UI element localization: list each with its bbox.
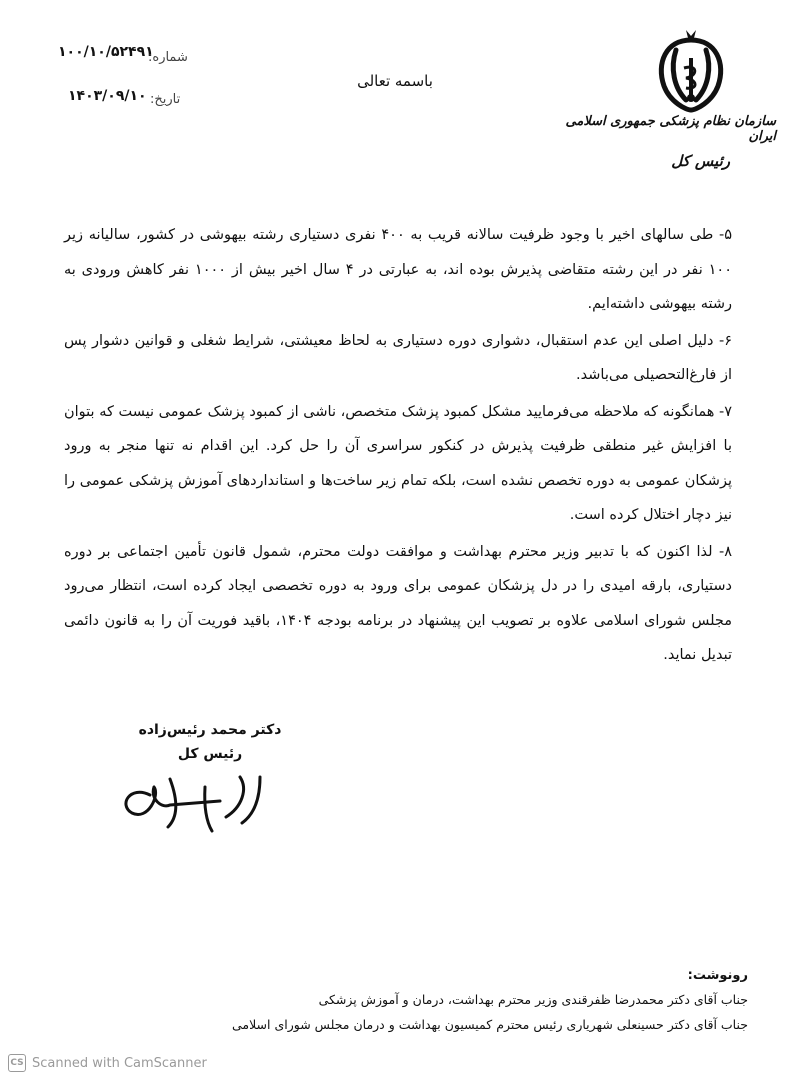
cc-line: جناب آقای دکتر محمدرضا ظفرقندی وزیر محترم بهداشت، درمان و آموزش پزشکی — [318, 992, 748, 1007]
letter-date: ۱۴۰۳/۰۹/۱۰ — [68, 88, 147, 104]
camscanner-watermark — [8, 1054, 207, 1072]
letter-number-label: شماره: — [148, 50, 188, 65]
paragraph-6: ۶- دلیل اصلی این عدم استقبال، دشواری دوره دستیاری به لحاظ معیشتی، شرایط شغلی و قوانین دشوار پس از فارغ‌التحصیلی می‌باشد. — [64, 332, 732, 383]
watermark-text: Scanned with CamScanner — [32, 1055, 207, 1071]
letter-number: ۱۰۰/۱۰/۵۲۴۹۱ — [58, 44, 154, 60]
organization-subtitle: رئیس کل — [671, 152, 730, 170]
medical-council-logo — [646, 28, 736, 118]
greeting: باسمه تعالی — [357, 72, 433, 90]
handwritten-signature — [110, 765, 310, 845]
letter-date-label: تاریخ: — [150, 92, 181, 107]
cc-line: جناب آقای دکتر حسینعلی شهریاری رئیس محترم کمیسیون بهداشت و درمان مجلس شورای اسلامی — [231, 1017, 748, 1032]
signer-title: رئیس کل — [177, 746, 243, 762]
cc-title: رونوشت: — [687, 968, 748, 983]
organization-name: سازمان نظام پزشکی جمهوری اسلامی ایران — [565, 114, 776, 144]
paragraph-5: ۵- طی سالهای اخیر با وجود ظرفیت سالانه قریب به ۴۰۰ نفری دستیاری رشته بیهوشی در کشور، سالیانه زیر ۱۰۰ نفر در این رشته متقاضی پذیرش بوده اند، به عبارتی در ۴ سال اخیر بیش از ۱۰۰۰ نفر کاهش ورودی به رشته بیهوشی داشته‌ایم. — [64, 227, 732, 312]
letter-body — [64, 218, 732, 675]
paragraph-7: ۷- همانگونه که ملاحظه می‌فرمایید مشکل کمبود پزشک متخصص، ناشی از کمبود پزشک عمومی نیست که بتوان با افزایش غیر منطقی ظرفیت پذیرش در کنکور سراسری آن را حل کرد. این اقدام نه تنها منجر به ورود پزشکان عمومی به دوره تخصص نشده است، بلکه تمام زیر ساخت‌ها و استانداردهای آموزش پزشکی عمومی را نیز دچار اختلال کرده است. — [64, 403, 732, 523]
paragraph-8: ۸- لذا اکنون که با تدبیر وزیر محترم بهداشت و موافقت دولت محترم، شمول قانون تأمین اجتماعی بر دوره دستیاری، بارقه امیدی را در دل پزشکان عمومی برای ورود به دوره تخصصی ایجاد کرده است، انتظار می‌رود مجلس شورای اسلامی علاوه بر تصویب این پیشنهاد در برنامه بودجه ۱۴۰۴، باقید فوریت آن را به قانون دائمی تبدیل نماید. — [64, 543, 732, 663]
camscanner-icon: CS — [8, 1054, 26, 1072]
signer-name: دکتر محمد رئیس‌زاده — [138, 722, 282, 738]
